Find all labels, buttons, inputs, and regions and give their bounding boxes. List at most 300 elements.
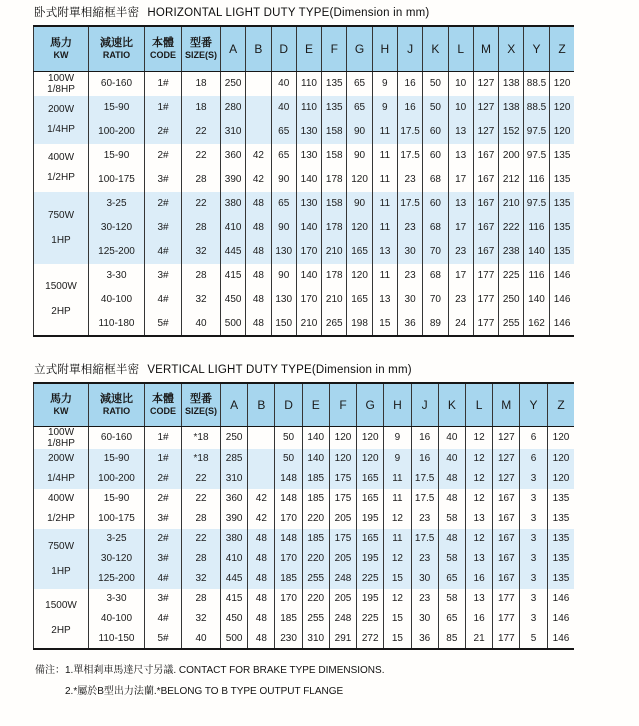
dim-cell-x: 152 (499, 120, 524, 144)
dim-cell-f: 248 (329, 609, 356, 629)
dim-cell-e: 140 (302, 449, 329, 469)
table-row (34, 629, 575, 649)
dim-cell-d: 40 (271, 72, 296, 96)
dim-cell-b: 48 (248, 629, 275, 649)
dim-cell-z: 146 (547, 629, 574, 649)
dim-cell-k: 58 (438, 589, 465, 609)
dim-cell-h: 11 (372, 120, 397, 144)
dim-cell-b: 48 (246, 288, 271, 312)
dim-cell-g: 272 (357, 629, 384, 649)
ratio-cell: 110-150 (89, 629, 145, 649)
dim-cell-y: 97.5 (524, 192, 549, 216)
ratio-cell: 3-25 (89, 192, 145, 216)
col-header-l: L (448, 26, 473, 72)
col-header-m: M (493, 383, 520, 427)
dim-cell-g: 195 (357, 589, 384, 609)
col-header-f: F (322, 26, 347, 72)
dim-cell-h: 9 (384, 426, 411, 449)
dim-cell-a: 445 (221, 240, 246, 264)
dim-cell-m: 177 (473, 288, 498, 312)
dim-cell-z: 135 (549, 192, 574, 216)
col-header-y: Y (520, 383, 547, 427)
dim-cell-d: 50 (275, 426, 302, 449)
dim-cell-a: 390 (221, 168, 246, 192)
dim-cell-m: 127 (493, 469, 520, 489)
dim-cell-f: 205 (329, 589, 356, 609)
table-row (34, 489, 575, 509)
dim-cell-j: 16 (397, 96, 422, 120)
col-header-code: 本體 CODE (145, 383, 182, 427)
dim-cell-y: 140 (524, 240, 549, 264)
dim-cell-z: 135 (547, 509, 574, 529)
dim-cell-y: 116 (524, 216, 549, 240)
dim-cell-a: 450 (221, 288, 246, 312)
dim-cell-m: 167 (473, 240, 498, 264)
ratio-cell: 60-160 (89, 72, 145, 96)
dim-cell-h: 11 (372, 168, 397, 192)
dim-cell-k: 70 (423, 288, 448, 312)
dim-cell-d: 90 (271, 168, 296, 192)
dim-cell-b (248, 426, 275, 449)
dim-cell-e: 130 (296, 120, 321, 144)
col-header-sizes: 型番 SIZE(S) (182, 383, 221, 427)
col-header-m: M (473, 26, 498, 72)
dim-cell-a: 450 (221, 609, 248, 629)
vertical-title-english: VERTICAL LIGHT DUTY TYPE(Dimension in mm) (147, 363, 412, 376)
dim-cell-z: 146 (549, 264, 574, 288)
ratio-cell: 3-30 (89, 264, 145, 288)
dim-cell-j: 30 (397, 288, 422, 312)
col-header-f: F (329, 383, 356, 427)
size-cell: 32 (182, 240, 221, 264)
dim-cell-g: 225 (357, 609, 384, 629)
dim-cell-h: 11 (384, 469, 411, 489)
size-cell: 22 (182, 489, 221, 509)
dim-cell-f: 135 (322, 72, 347, 96)
dim-cell-e: 140 (296, 168, 321, 192)
dim-cell-a: 380 (221, 529, 248, 549)
dim-cell-a: 250 (221, 426, 248, 449)
dim-cell-b (246, 72, 271, 96)
dim-cell-j: 30 (411, 569, 438, 589)
dim-cell-d: 65 (271, 144, 296, 168)
dim-cell-e: 185 (302, 489, 329, 509)
dim-cell-j: 17.5 (411, 469, 438, 489)
col-header-a: A (221, 383, 248, 427)
dim-cell-l: 13 (448, 120, 473, 144)
power-cell: 100W 1/8HP (34, 426, 89, 449)
power-cell: 1500W 2HP (34, 589, 89, 649)
code-cell: 1# (145, 72, 182, 96)
dim-cell-a: 250 (221, 72, 246, 96)
horizontal-title-english: HORIZONTAL LIGHT DUTY TYPE(Dimension in mm) (147, 7, 430, 19)
dim-cell-l: 13 (448, 144, 473, 168)
dim-cell-b (246, 120, 271, 144)
dim-cell-l: 10 (448, 96, 473, 120)
dim-cell-a: 380 (221, 192, 246, 216)
dim-cell-d: 230 (275, 629, 302, 649)
code-cell: 2# (145, 489, 182, 509)
col-header-sizes: 型番 SIZE(S) (182, 26, 221, 72)
dim-cell-l: 17 (448, 264, 473, 288)
dim-cell-m: 127 (473, 72, 498, 96)
dim-cell-k: 68 (423, 264, 448, 288)
dim-cell-j: 17.5 (411, 489, 438, 509)
dim-cell-d: 185 (275, 569, 302, 589)
dim-cell-e: 310 (302, 629, 329, 649)
col-header-j: J (411, 383, 438, 427)
ratio-cell: 15-90 (89, 449, 145, 469)
dim-cell-k: 70 (423, 240, 448, 264)
dim-cell-x: 238 (499, 240, 524, 264)
dim-cell-m: 177 (473, 264, 498, 288)
dim-cell-j: 36 (397, 312, 422, 336)
dim-cell-h: 11 (384, 489, 411, 509)
dim-cell-j: 30 (397, 240, 422, 264)
table-row (34, 216, 575, 240)
col-header-h: H (384, 383, 411, 427)
size-cell: 22 (182, 192, 221, 216)
dim-cell-a: 410 (221, 216, 246, 240)
dim-cell-b: 48 (248, 589, 275, 609)
dim-cell-g: 225 (357, 569, 384, 589)
dim-cell-b: 48 (246, 192, 271, 216)
dim-cell-d: 65 (271, 192, 296, 216)
dim-cell-g: 165 (347, 240, 372, 264)
dim-cell-a: 310 (221, 120, 246, 144)
dim-cell-m: 177 (473, 312, 498, 336)
dim-cell-l: 17 (448, 168, 473, 192)
dim-cell-h: 12 (384, 549, 411, 569)
dim-cell-f: 135 (322, 96, 347, 120)
dim-cell-h: 9 (372, 96, 397, 120)
dim-cell-h: 11 (372, 264, 397, 288)
table-row (34, 192, 575, 216)
col-header-e: E (296, 26, 321, 72)
size-cell: 28 (182, 549, 221, 569)
dim-cell-b: 48 (246, 312, 271, 336)
dim-cell-j: 23 (411, 589, 438, 609)
dim-cell-g: 165 (357, 529, 384, 549)
dim-cell-m: 177 (493, 629, 520, 649)
table-row (34, 509, 575, 529)
ratio-cell: 125-200 (89, 240, 145, 264)
size-cell: 22 (182, 144, 221, 168)
table-row (34, 120, 575, 144)
dim-cell-a: 410 (221, 549, 248, 569)
table-row (34, 529, 575, 549)
dim-cell-d: 150 (271, 312, 296, 336)
dim-cell-a: 280 (221, 96, 246, 120)
dim-cell-k: 48 (438, 469, 465, 489)
footnote-brake-dimensions: 備注：1.單相剎車馬達尺寸另議. CONTACT FOR BRAKE TYPE DIMENSIONS. (35, 664, 385, 676)
code-cell: 3# (145, 509, 182, 529)
col-header-b: B (246, 26, 271, 72)
dim-cell-e: 170 (296, 288, 321, 312)
dim-cell-k: 58 (438, 509, 465, 529)
col-header-ratio: 減速比 RATIO (89, 383, 145, 427)
col-header-kw: 馬力 KW (34, 383, 89, 427)
dim-cell-x: 222 (499, 216, 524, 240)
dim-cell-k: 48 (438, 489, 465, 509)
dim-cell-j: 30 (411, 609, 438, 629)
dim-cell-k: 50 (423, 96, 448, 120)
size-cell: 32 (182, 609, 221, 629)
dim-cell-l: 16 (465, 609, 492, 629)
dim-cell-f: 205 (329, 549, 356, 569)
dim-cell-m: 177 (493, 609, 520, 629)
dim-cell-b: 42 (246, 168, 271, 192)
dim-cell-b: 48 (246, 216, 271, 240)
dim-cell-m: 167 (473, 192, 498, 216)
col-header-e: E (302, 383, 329, 427)
size-cell: 28 (182, 264, 221, 288)
dim-cell-m: 127 (473, 120, 498, 144)
dim-cell-d: 130 (271, 240, 296, 264)
dim-cell-d: 170 (275, 509, 302, 529)
size-cell: 28 (182, 216, 221, 240)
dim-cell-j: 16 (397, 72, 422, 96)
dim-cell-z: 146 (549, 288, 574, 312)
dim-cell-x: 138 (499, 72, 524, 96)
dim-cell-f: 205 (329, 509, 356, 529)
dim-cell-h: 12 (384, 589, 411, 609)
dim-cell-j: 23 (397, 168, 422, 192)
size-cell: *18 (182, 426, 221, 449)
dim-cell-a: 360 (221, 489, 248, 509)
dim-cell-y: 116 (524, 168, 549, 192)
dim-cell-k: 68 (423, 216, 448, 240)
code-cell: 2# (145, 192, 182, 216)
dim-cell-l: 12 (465, 529, 492, 549)
ratio-cell: 125-200 (89, 569, 145, 589)
dim-cell-f: 291 (329, 629, 356, 649)
dim-cell-j: 17.5 (397, 144, 422, 168)
ratio-cell: 30-120 (89, 216, 145, 240)
dim-cell-m: 167 (493, 569, 520, 589)
dim-cell-z: 135 (547, 529, 574, 549)
dim-cell-h: 11 (384, 529, 411, 549)
dim-cell-z: 135 (547, 489, 574, 509)
col-header-j: J (397, 26, 422, 72)
dim-cell-z: 120 (547, 449, 574, 469)
dim-cell-e: 185 (302, 469, 329, 489)
ratio-cell: 100-175 (89, 168, 145, 192)
dim-cell-e: 110 (296, 72, 321, 96)
dim-cell-b: 42 (248, 509, 275, 529)
dim-cell-m: 167 (493, 489, 520, 509)
dim-cell-l: 23 (448, 240, 473, 264)
code-cell: 4# (145, 609, 182, 629)
dim-cell-e: 220 (302, 549, 329, 569)
dim-cell-b: 48 (248, 569, 275, 589)
dim-cell-z: 135 (549, 240, 574, 264)
dim-cell-g: 165 (357, 489, 384, 509)
dim-cell-k: 68 (423, 168, 448, 192)
dim-cell-f: 120 (329, 426, 356, 449)
dim-cell-j: 16 (411, 426, 438, 449)
dim-cell-d: 65 (271, 120, 296, 144)
dim-cell-z: 146 (547, 609, 574, 629)
dim-cell-j: 36 (411, 629, 438, 649)
dim-cell-b: 42 (246, 144, 271, 168)
dim-cell-k: 58 (438, 549, 465, 569)
dim-cell-l: 13 (465, 509, 492, 529)
col-header-y: Y (524, 26, 549, 72)
dim-cell-j: 17.5 (397, 120, 422, 144)
size-cell: 22 (182, 120, 221, 144)
table-row (34, 426, 575, 449)
dim-cell-h: 15 (372, 312, 397, 336)
ratio-cell: 100-200 (89, 120, 145, 144)
ratio-cell: 100-200 (89, 469, 145, 489)
dim-cell-y: 6 (520, 426, 547, 449)
vertical-table-title (34, 361, 639, 377)
col-header-g: G (347, 26, 372, 72)
col-header-d: D (271, 26, 296, 72)
col-header-code: 本體 CODE (145, 26, 182, 72)
power-cell: 200W 1/4HP (34, 449, 89, 489)
dim-cell-a: 285 (221, 449, 248, 469)
horizontal-title-chinese: 卧式附單相縮框半密 (34, 7, 140, 19)
dim-cell-k: 40 (438, 449, 465, 469)
table-row (34, 288, 575, 312)
code-cell: 3# (145, 168, 182, 192)
dim-cell-d: 148 (275, 469, 302, 489)
dim-cell-h: 11 (372, 144, 397, 168)
dim-cell-y: 3 (520, 469, 547, 489)
dim-cell-m: 167 (493, 529, 520, 549)
dim-cell-l: 13 (465, 549, 492, 569)
dim-cell-e: 185 (302, 529, 329, 549)
dim-cell-j: 16 (411, 449, 438, 469)
dim-cell-y: 5 (520, 629, 547, 649)
dim-cell-z: 120 (549, 72, 574, 96)
dim-cell-k: 60 (423, 144, 448, 168)
ratio-cell: 15-90 (89, 96, 145, 120)
dim-cell-z: 135 (549, 216, 574, 240)
dim-cell-e: 210 (296, 312, 321, 336)
ratio-cell: 110-180 (89, 312, 145, 336)
dim-cell-b (248, 469, 275, 489)
dim-cell-a: 360 (221, 144, 246, 168)
dim-cell-y: 162 (524, 312, 549, 336)
dim-cell-x: 212 (499, 168, 524, 192)
dim-cell-g: 120 (357, 449, 384, 469)
code-cell: 2# (145, 120, 182, 144)
col-header-z: Z (549, 26, 574, 72)
size-cell: 22 (182, 469, 221, 489)
dim-cell-h: 15 (384, 569, 411, 589)
dim-cell-k: 60 (423, 120, 448, 144)
table-row (34, 469, 575, 489)
dim-cell-z: 135 (547, 569, 574, 589)
dim-cell-d: 90 (271, 264, 296, 288)
footnotes (35, 661, 639, 697)
dim-cell-f: 178 (322, 216, 347, 240)
dim-cell-m: 167 (473, 216, 498, 240)
dim-cell-h: 11 (372, 216, 397, 240)
dim-cell-d: 148 (275, 489, 302, 509)
dim-cell-f: 210 (322, 288, 347, 312)
dim-cell-m: 167 (473, 144, 498, 168)
dim-cell-e: 255 (302, 569, 329, 589)
dim-cell-f: 175 (329, 489, 356, 509)
dim-cell-a: 390 (221, 509, 248, 529)
dim-cell-l: 12 (465, 449, 492, 469)
size-cell: 32 (182, 288, 221, 312)
dim-cell-d: 185 (275, 609, 302, 629)
dim-cell-y: 6 (520, 449, 547, 469)
dim-cell-z: 120 (549, 120, 574, 144)
dim-cell-h: 13 (372, 240, 397, 264)
dim-cell-e: 220 (302, 589, 329, 609)
table-row (34, 144, 575, 168)
ratio-cell: 3-30 (89, 589, 145, 609)
code-cell: 1# (145, 96, 182, 120)
dim-cell-a: 415 (221, 264, 246, 288)
dim-cell-e: 130 (296, 144, 321, 168)
table-row (34, 449, 575, 469)
dim-cell-l: 16 (465, 569, 492, 589)
size-cell: 28 (182, 509, 221, 529)
dim-cell-h: 15 (384, 609, 411, 629)
dim-cell-l: 17 (448, 216, 473, 240)
dim-cell-j: 23 (397, 264, 422, 288)
dim-cell-f: 120 (329, 449, 356, 469)
dim-cell-e: 140 (302, 426, 329, 449)
dim-cell-z: 120 (547, 469, 574, 489)
dim-cell-x: 225 (499, 264, 524, 288)
dim-cell-g: 198 (347, 312, 372, 336)
code-cell: 2# (145, 529, 182, 549)
dim-cell-k: 85 (438, 629, 465, 649)
dim-cell-b: 48 (246, 240, 271, 264)
table-row (34, 168, 575, 192)
dim-cell-y: 3 (520, 609, 547, 629)
dim-cell-z: 146 (549, 312, 574, 336)
dim-cell-l: 13 (465, 589, 492, 609)
dim-cell-e: 140 (296, 216, 321, 240)
dim-cell-d: 50 (275, 449, 302, 469)
dim-cell-m: 167 (473, 168, 498, 192)
dim-cell-h: 12 (384, 509, 411, 529)
dim-cell-m: 127 (493, 449, 520, 469)
header-row (34, 383, 575, 427)
dim-cell-d: 170 (275, 589, 302, 609)
size-cell: 32 (182, 569, 221, 589)
dim-cell-k: 65 (438, 609, 465, 629)
power-cell: 100W 1/8HP (34, 72, 89, 96)
dim-cell-g: 165 (357, 469, 384, 489)
table-row (34, 569, 575, 589)
size-cell: 18 (182, 96, 221, 120)
dim-cell-l: 12 (465, 469, 492, 489)
dim-cell-k: 89 (423, 312, 448, 336)
dim-cell-g: 195 (357, 549, 384, 569)
dim-cell-f: 248 (329, 569, 356, 589)
size-cell: 40 (182, 629, 221, 649)
code-cell: 5# (145, 312, 182, 336)
dim-cell-l: 12 (465, 489, 492, 509)
size-cell: 28 (182, 168, 221, 192)
dim-cell-l: 12 (465, 426, 492, 449)
ratio-cell: 100-175 (89, 509, 145, 529)
dim-cell-f: 175 (329, 529, 356, 549)
col-header-kw: 馬力 KW (34, 26, 89, 72)
dim-cell-g: 120 (357, 426, 384, 449)
power-cell: 750W 1HP (34, 192, 89, 264)
